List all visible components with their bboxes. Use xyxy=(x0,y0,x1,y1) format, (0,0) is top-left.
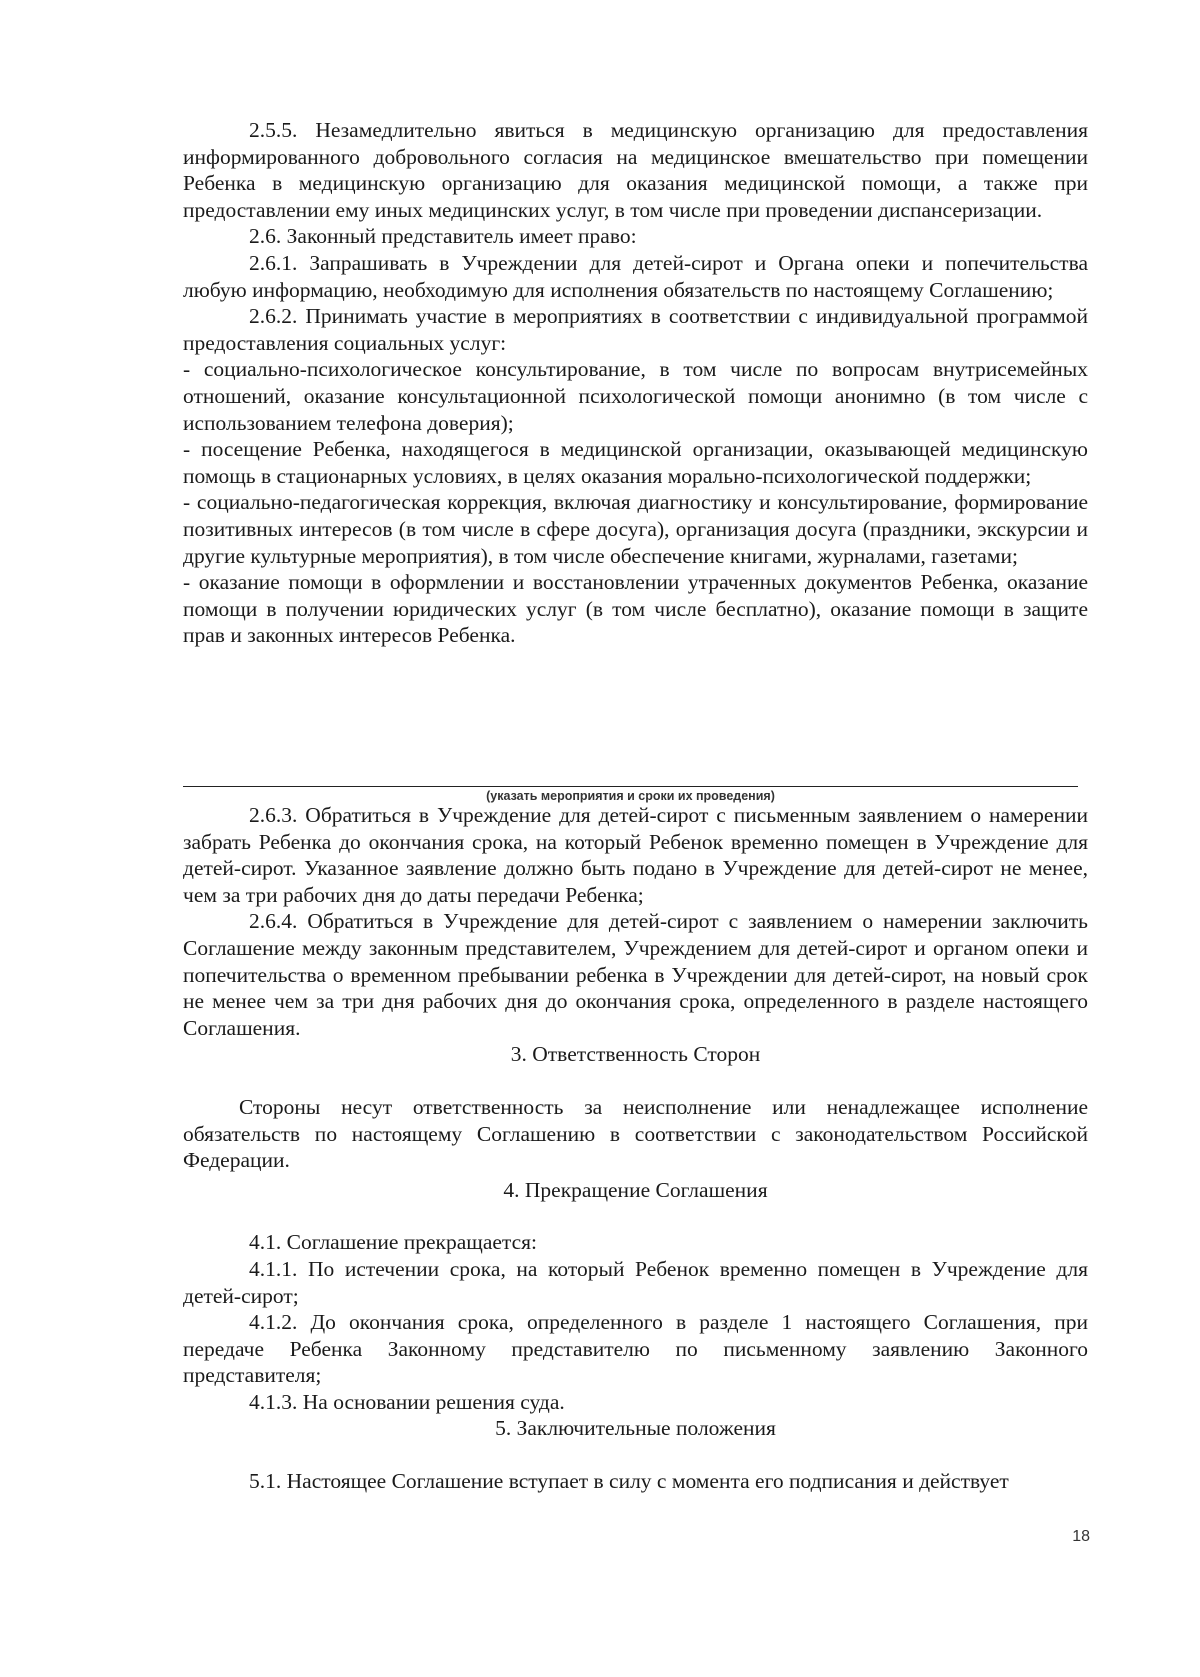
bottom-text-block xyxy=(183,802,1088,1495)
section-heading-3: 3. Ответственность Сторон xyxy=(510,1042,761,1067)
list-item: - социально-психологическое консультирование, в том числе по вопросам внутрисемейных отношений, оказание консультационной психологической помощи анонимно (в том числе с использованием телефона доверия); xyxy=(183,357,1088,435)
paragraph-5-1: 5.1. Настоящее Соглашение вступает в силу с момента его подписания и действует xyxy=(249,1469,1009,1494)
section-heading-4: 4. Прекращение Соглашения xyxy=(503,1177,768,1202)
list-item: - посещение Ребенка, находящегося в медицинской организации, оказывающей медицинскую помощь в стационарных условиях, в целях оказания морально-психологической поддержки; xyxy=(183,437,1088,488)
paragraph-4-1-2: 4.1.2. До окончания срока, определенного в разделе 1 настоящего Соглашения, при передаче Ребенка Законному представителю по письменному заявлению Законного представителя; xyxy=(183,1310,1088,1388)
paragraph-2-6-1: 2.6.1. Запрашивать в Учреждении для детей-сирот и Органа опеки и попечительства любую информацию, необходимую для исполнения обязательств по настоящему Соглашению; xyxy=(183,250,1088,302)
top-text-block xyxy=(183,117,1088,649)
page-number: 18 xyxy=(1072,1528,1090,1545)
paragraph-2-6: 2.6. Законный представитель имеет право: xyxy=(249,224,637,249)
paragraph-2-5-5: 2.5.5. Незамедлительно явиться в медицинскую организацию для предоставления информированного добровольного согласия на медицинское вмешательство при помещении Ребенка в медицинскую организацию для оказания медицинской помощи, а также при предоставлении ему иных медицинских услуг, в том числе при проведении диспансеризации. xyxy=(183,118,1088,222)
paragraph-2-6-2: 2.6.2. Принимать участие в мероприятиях в соответствии с индивидуальной программой предоставления социальных услуг: xyxy=(183,304,1088,355)
spacer xyxy=(183,1442,1088,1468)
list-item: - социально-педагогическая коррекция, включая диагностику и консультирование, формирование позитивных интересов (в том числе в сфере досуга), организация досуга (праздники, экскурсии и другие культурные мероприятия), в том числе обеспечение книгами, журналами, газетами; xyxy=(183,490,1088,568)
list-item: - оказание помощи в оформлении и восстановлении утраченных документов Ребенка, оказание помощи в получении юридических услуг (в том числе бесплатно), оказание помощи в защите прав и законных интересов Ребенка. xyxy=(183,570,1088,648)
paragraph-4-1-3: 4.1.3. На основании решения суда. xyxy=(249,1389,565,1414)
paragraph-3: Стороны несут ответственность за неисполнение или ненадлежащее исполнение обязательств по настоящему Соглашению в соответствии с законодательством Российской Федерации. xyxy=(183,1094,1088,1173)
paragraph-2-6-4: 2.6.4. Обратиться в Учреждение для детей-сирот с заявлением о намерении заключить Соглашение между законным представителем, Учреждением для детей-сирот и органом опеки и попечительства о временном пребывании ребенка в Учреждении для детей-сирот, на новый срок не менее чем за три дня рабочих дня до окончания срока, определенного в разделе настоящего Соглашения. xyxy=(183,909,1088,1040)
section-heading-5: 5. Заключительные положения xyxy=(495,1416,776,1441)
paragraph-4-1-1: 4.1.1. По истечении срока, на который Ребенок временно помещен в Учреждение для детей-сирот; xyxy=(183,1256,1088,1308)
spacer xyxy=(183,1068,1088,1094)
fill-in-line-caption: (указать мероприятия и сроки их проведения) xyxy=(486,789,775,803)
paragraph-4-1: 4.1. Соглашение прекращается: xyxy=(249,1230,537,1255)
fill-in-line xyxy=(183,786,1078,787)
spacer xyxy=(183,1203,1088,1229)
paragraph-2-6-3: 2.6.3. Обратиться в Учреждение для детей-сирот с письменным заявлением о намерении забрать Ребенка до окончания срока, на который Ребенок временно помещен в Учреждение для детей-сирот. Указанное заявление должно быть подано в Учреждение для детей-сирот не менее, чем за три рабочих дня до даты передачи Ребенка; xyxy=(183,803,1088,907)
